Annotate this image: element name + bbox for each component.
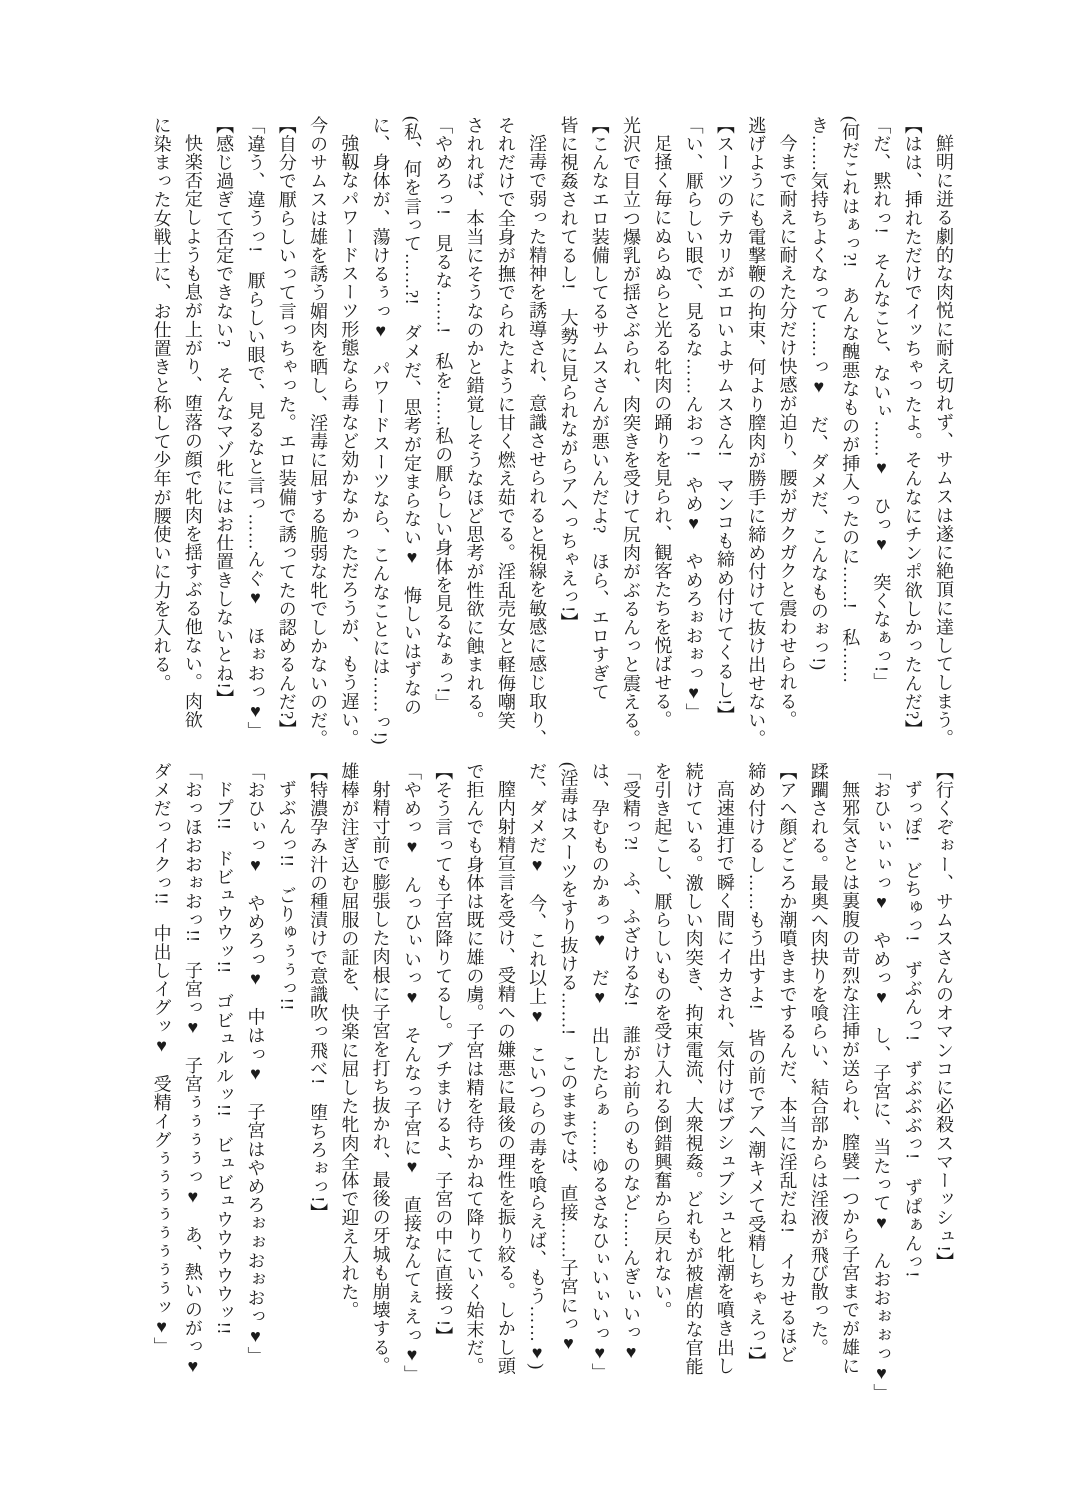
text-line: を引き起こし、厭らしいものを受け入れる倒錯興奮から戻れない。 xyxy=(652,762,673,1320)
text-line: 「違う、違うっ! 厭らしい眼で、見るなと言っ……んぐ♥ ほぉおっ♥」 xyxy=(245,116,266,741)
text-line: 【はは、挿れただけでイッちゃったよ。そんなにチンポ欲しかったんだ?】 xyxy=(902,116,923,739)
text-line: ずっぽ! どちゅっ! ずぶんっ! ずぶぶぶっ! ずぱぁんっ! xyxy=(902,780,923,1278)
text-line: 膣内射精宣言を受け、受精への嫌悪に最後の理性を振り絞る。しかし頭 xyxy=(495,780,516,1376)
text-line: 「やめっ♥ んっひぃいっ♥ そんなっ子宮に♥ 直接なんてぇえっ♥」 xyxy=(401,762,422,1384)
text-line: 快楽否定しようも息が上がり、堕落の顔で牝肉を揺すぶる他ない。肉欲 xyxy=(182,134,203,730)
text-line: 足掻く毎にぬらぬらと光る牝肉の踊りを見られ、観客たちを悦ばせる。 xyxy=(652,134,673,730)
text-line: き……気持ちよくなって……っ♥ だ、ダメだ、こんなものぉっ!) xyxy=(808,116,829,671)
text-line: 【アヘ顔どころか潮噴きまでするんだ、本当に淫乱だね! イカせるほど xyxy=(777,762,798,1364)
text-line: 逃げようにも電撃鞭の拘束、何より膣肉が勝手に締め付けて抜け出せない。 xyxy=(746,116,767,749)
text-line: だ、ダメだ♥ 今、これ以上♥ こいつらの毒を喰らえば、もう……♥) xyxy=(527,762,548,1370)
text-line: ダメだっイクっ!! 中出しイグッ♥ 受精イグぅぅぅぅぅぅぅぅッ♥」 xyxy=(151,762,172,1356)
text-line: に染まった女戦士に、お仕置きと称して少年が腰使いに力を入れる。 xyxy=(151,116,172,693)
text-line: 【自分で厭らしいって言っちゃった。エロ装備で誘ってたの認めるんだ?】 xyxy=(276,116,297,739)
text-line: は、孕むものかぁっ♥ だ♥ 出したらぁ……ゆるさなひぃいぃいっ♥」 xyxy=(589,762,610,1382)
text-line: それだけで全身が撫でられたように甘く燃え茹でる。淫乱売女と軽侮嘲笑 xyxy=(495,116,516,730)
text-line: 【そう言っても子宮降りてるし。ブチまけるよ、子宮の中に直接っ!】 xyxy=(433,762,454,1346)
text-line: 今まで耐えに耐えた分だけ快感が迫り、腰がガクガクと震わせられる。 xyxy=(777,134,798,730)
text-line: 「受精っ?! ふ、ふざけるな! 誰がお前らのものなど……んぎぃいっ♥ xyxy=(621,762,642,1363)
lower-text-block xyxy=(145,762,959,1412)
text-line: 【感じ過ぎて否定できない? そんなマゾ牝にはお仕置きしないとね!】 xyxy=(214,116,235,708)
text-line: (私、何を言って……?! ダメだ、思考が定まらない♥ 悔しいはずなの xyxy=(401,116,422,717)
text-line: 雄棒が注ぎ込む屈服の証を、快楽に屈した牝肉全体で迎え入れた。 xyxy=(339,762,360,1320)
text-line: 【こんなエロ装備してるサムスさんが悪いんだよ? ほら、エロすぎて xyxy=(589,116,610,702)
text-line: 強靱なパワードスーツ形態なら毒など効かなかっただろうが、もう遅い。 xyxy=(339,134,360,748)
text-line: 「やめろっ! 見るな……! 私を……私の厭らしい身体を見るなぁっ!」 xyxy=(433,116,454,713)
text-line: 蹂躙される。最奥へ肉抉りを喰らい、結合部からは淫液が飛び散った。 xyxy=(808,762,829,1358)
text-line: 【行くぞぉー、サムスさんのオマンコに必殺スマーッシュ!】 xyxy=(934,762,954,1271)
text-line: 皆に視姦されてるし! 大勢に見られながらアヘっちゃえっ!】 xyxy=(558,116,579,632)
text-line: 「おひぃぃぃっ♥ やめっ♥ し、子宮に、当たって♥ んおおぉぉっ♥」 xyxy=(871,762,892,1403)
text-line: 淫毒で弱った精神を誘導され、意識させられると視線を敏感に感じ取り、 xyxy=(527,134,548,748)
text-line: 鮮明に迸る劇的な肉悦に耐え切れず、サムスは遂に絶頂に達してしまう。 xyxy=(934,134,954,748)
text-line: 【スーツのテカリがエロいよサムスさん! マンコも締め付けてくるし!】 xyxy=(714,116,735,725)
text-line: 光沢で目立つ爆乳が揺さぶられ、肉突きを受けて尻肉がぶるんっと震える。 xyxy=(621,116,642,749)
text-line: 「だ、黙れっ! そんなこと、ないぃ……♥ ひっ♥ 突くなぁっ!」 xyxy=(871,116,892,692)
text-line: されれば、本当にそうなのかと錯覚しそうなほど思考が性欲に蝕まれる。 xyxy=(464,116,485,730)
text-line: 「おひぃっ♥ やめろっ♥ 中はっ♥ 子宮はやめろぉぉおぉおっ♥」 xyxy=(245,762,266,1366)
text-line: 無邪気さとは裏腹の苛烈な注挿が送られ、膣襞一つから子宮までが雄に xyxy=(840,780,861,1376)
text-line: で拒んでも身体は既に雄の虜。子宮は精を待ちかねて降りていく始末だ。 xyxy=(464,762,485,1376)
text-line: (何だこれはぁっ?! あんな醜悪なものが挿入ったのに……! 私…… xyxy=(840,116,861,684)
text-line: ずぶんっ!! ごりゅぅぅっ!! xyxy=(276,780,297,1011)
text-line: 「い、厭らしい眼で、見るな……んおっ! やめ♥ やめろぉおぉっ♥」 xyxy=(683,116,704,722)
text-line: に、身体が、蕩けるぅっ♥ パワードスーツなら、こんなことには……っ!) xyxy=(370,116,391,745)
text-line: 締め付けるし……もう出すよ! 皆の前でアヘ潮キメて受精しちゃえっ!】 xyxy=(746,762,767,1371)
text-line: 【特濃孕み汁の種漬けで意識吹っ飛べ! 堕ちろぉっ!】 xyxy=(308,762,329,1222)
text-line: 今のサムスは雄を誘う媚肉を晒し、淫毒に屈する脆弱な牝でしかないのだ。 xyxy=(308,116,329,749)
upper-text-block xyxy=(145,116,959,766)
text-line: ドプ!! ドビュウウッ!! ゴビュルルッ!! ビュビュウウウウウッ!! xyxy=(214,780,235,1335)
text-line: (淫毒はスーツをすり抜ける……! このままでは、直接……子宮にっ♥ xyxy=(558,762,579,1354)
text-line: 続けている。激しい肉突き、拘束電流、大衆視姦。どれもが被虐的な官能 xyxy=(683,762,704,1376)
text-line: 「おっほおおぉおっ!! 子宮っ♥ 子宮ぅぅぅぅっ♥ あ、熱いのがっ♥ xyxy=(182,762,203,1377)
text-line: 高速連打で瞬く間にイカされ、気付けばブシュブシュと牝潮を噴き出し xyxy=(714,780,735,1376)
text-line: 射精寸前で膨張した肉根に子宮を打ち抜かれ、最後の牙城も崩壊する。 xyxy=(370,780,391,1376)
